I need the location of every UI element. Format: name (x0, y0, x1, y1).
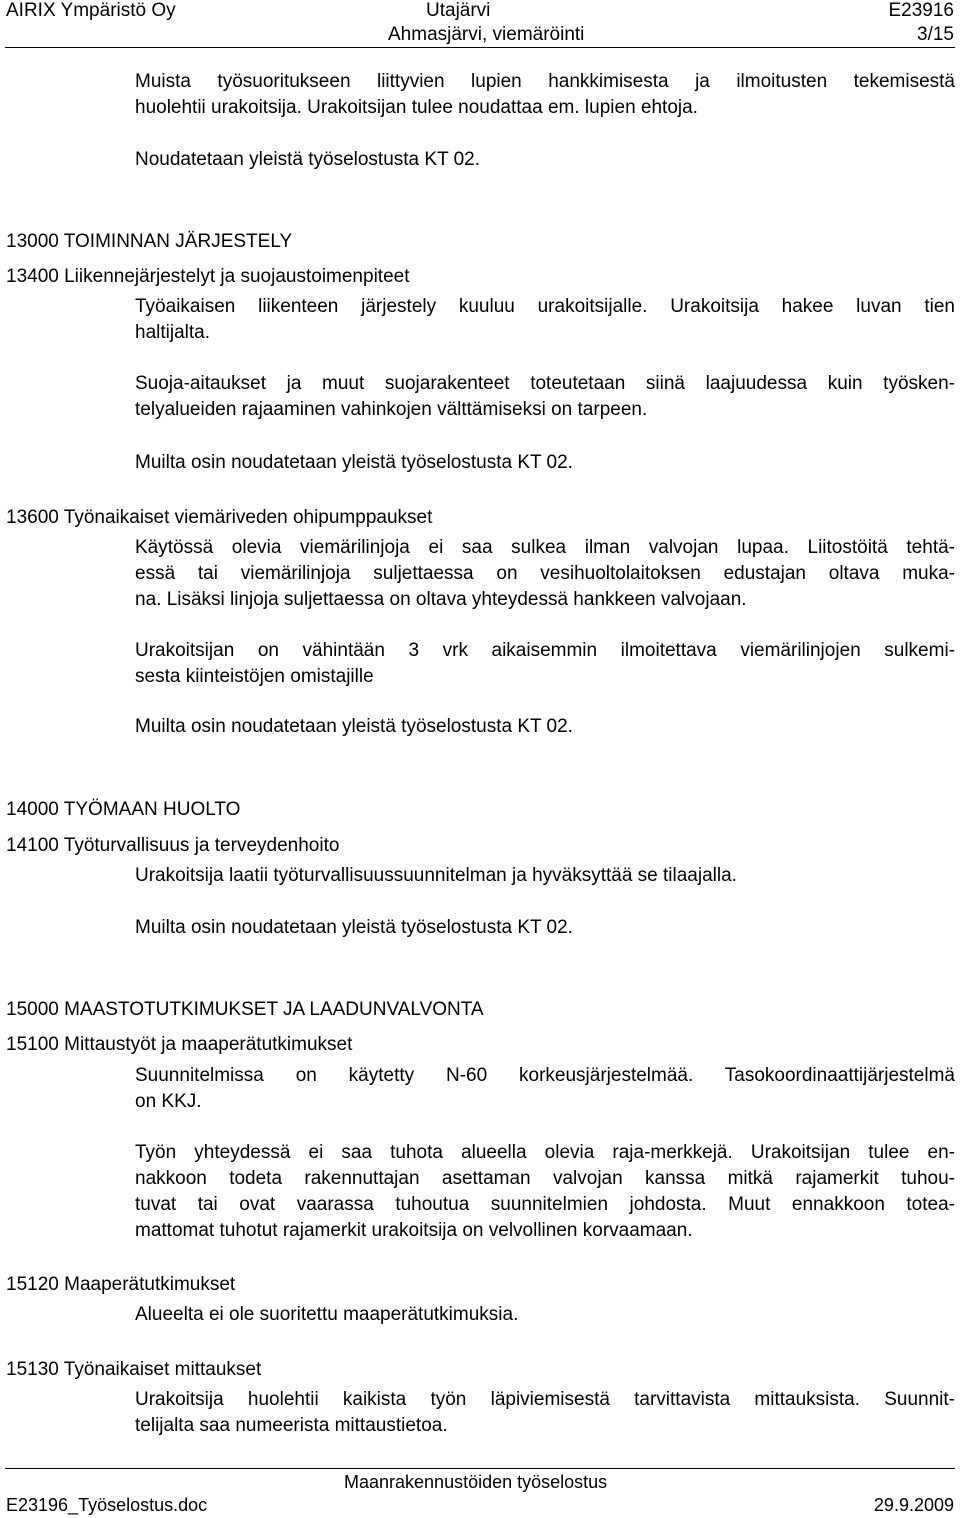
paragraph-13600-notice: Urakoitsijan on vähintään 3 vrk aikaisemmin ilmoitettava viemärilinjojen sulkemi- sesta kiinteistöjen omistajille (135, 640, 955, 687)
heading-13400: 13400 Liikennejärjestelyt ja suojaustoimenpiteet (6, 266, 410, 287)
paragraph-13600-sewer: Käytössä olevia viemärilinjoja ei saa sulkea ilman valvojan lupaa. Liitostöitä tehtä- essä tai viemärilinjoja suljettaessa on vesihuoltolaitoksen edustajan oltava muka- na. Lisäksi linjoja suljettaessa on oltava yhteydessä hankkeen valvojaan. (135, 537, 955, 610)
heading-13000: 13000 TOIMINNAN JÄRJESTELY (6, 231, 293, 252)
paragraph-15100-coordinates: Suunnitelmissa on käytetty N-60 korkeusjärjestelmää. Tasokoordinaattijärjestelmä on KKJ. (135, 1065, 955, 1112)
paragraph-intro-permits: Muista työsuoritukseen liittyvien lupien hankkimisesta ja ilmoitusten tekemisestä huolehtii urakoitsija. Urakoitsijan tulee noudattaa em. lupien ehtoja. (135, 71, 955, 118)
heading-15100: 15100 Mittaustyöt ja maaperätutkimukset (6, 1034, 353, 1055)
paragraph-15100-boundary-marks: Työn yhteydessä ei saa tuhota alueella olevia raja-merkkejä. Urakoitsijan tulee en- nakkoon todeta rakennuttajan asettaman valvojan kanssa mitkä rajamerkit tuhou- tuvat tai ovat vaarassa tuhoutua suunnitelmien johdosta. Muut ennakkoon totea- mattomat tuhotut rajamerkit urakoitsija on velvollinen korvaamaan. (135, 1142, 955, 1241)
page-header (0, 0, 960, 48)
paragraph-13600-kt02: Muilta osin noudatetaan yleistä työselostusta KT 02. (135, 716, 573, 737)
file-name: E23196_Työselostus.doc (6, 1495, 208, 1515)
heading-15120: 15120 Maaperätutkimukset (6, 1274, 236, 1295)
paragraph-15130: Urakoitsija huolehtii kaikista työn läpiviemisestä tarvittavista mittauksista. Suunnit- telijalta saa numeerista mittaustietoa. (135, 1389, 955, 1436)
document-date: 29.9.2009 (873, 1495, 954, 1515)
paragraph-13400-kt02: Muilta osin noudatetaan yleistä työselostusta KT 02. (135, 452, 573, 473)
paragraph-13400-traffic: Työaikaisen liikenteen järjestely kuuluu urakoitsijalle. Urakoitsija hakee luvan tien haltijalta. (135, 296, 955, 343)
heading-14000: 14000 TYÖMAAN HUOLTO (6, 799, 241, 820)
paragraph-13400-fences: Suoja-aitaukset ja muut suojarakenteet toteutetaan siinä laajuudessa kuin työsken- telyalueiden rajaaminen vahinkojen välttämiseksi on tarpeen. (135, 373, 955, 420)
heading-14100: 14100 Työturvallisuus ja terveydenhoito (6, 835, 340, 856)
page-number: 3/15 (917, 24, 954, 45)
paragraph-intro-kt02: Noudatetaan yleistä työselostusta KT 02. (135, 149, 481, 170)
company-name: AIRIX Ympäristö Oy (6, 0, 176, 21)
location: Utajärvi (426, 0, 491, 21)
header-divider (5, 47, 955, 48)
document-type: Maanrakennustöiden työselostus (344, 1472, 608, 1492)
heading-13600: 13600 Työnaikaiset viemäriveden ohipumppaukset (6, 507, 433, 528)
paragraph-15120: Alueelta ei ole suoritettu maaperätutkimuksia. (135, 1304, 519, 1325)
heading-15000: 15000 MAASTOTUTKIMUKSET JA LAADUNVALVONTA (6, 999, 484, 1020)
footer-divider (5, 1468, 955, 1469)
paragraph-14100-kt02: Muilta osin noudatetaan yleistä työselostusta KT 02. (135, 917, 573, 938)
project-name: Ahmasjärvi, viemäröinti (388, 24, 585, 45)
paragraph-14100-safety: Urakoitsija laatii työturvallisuussuunnitelman ja hyväksyttää se tilaajalla. (135, 865, 737, 886)
document-code: E23916 (888, 0, 954, 21)
heading-15130: 15130 Työnaikaiset mittaukset (6, 1359, 262, 1380)
